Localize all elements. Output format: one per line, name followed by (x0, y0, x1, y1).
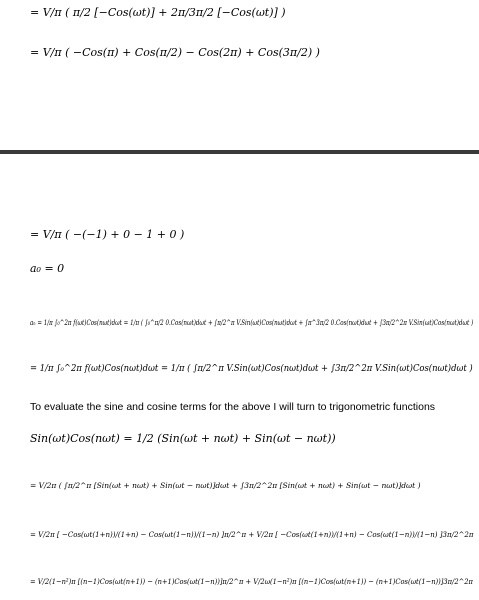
section-divider (0, 150, 479, 154)
equation-line-6: = 1/π ∫₀^2π f(ωt)Cos(nωt)dωt = 1/π ( ∫π/2^π V.Sin(ωt)Cos(nωt)dωt + ∫3π/2^2π V.Sin(ωt)Cos(nωt)dωt ) (30, 364, 473, 374)
equation-line-1: = V/π ( π/2 [−Cos(ωt)] + 2π/3π/2 [−Cos(ωt)] ) (30, 6, 286, 19)
equation-line-2: = V/π ( −Cos(π) + Cos(π/2) − Cos(2π) + Cos(3π/2) ) (30, 46, 320, 59)
equation-line-9: = V/2π [ −Cos(ωt(1+n))/(1+n) − Cos(ωt(1−n))/(1−n) ]π/2^π + V/2π [ −Cos(ωt(1+n))/(1+n) − Cos(ωt(1−n))/(1−n) ]3π/2^2π (30, 530, 474, 539)
equation-line-7: Sin(ωt)Cos(nωt) = 1/2 (Sin(ωt + nωt) + Sin(ωt − nωt)) (30, 432, 336, 445)
equation-line-4: a₀ = 0 (30, 262, 65, 275)
equation-line-10: = V/2(1−n²)π [(n−1)Cos(ωt(n+1)) − (n+1)Cos(ωt(1−n))]π/2^π + V/2ω(1−n²)π [(n−1)Cos(ωt(n+1)) − (n+1)Cos(ωt(1−n))]3π/2^2π (30, 577, 473, 586)
equation-line-5: aₙ = 1/π ∫₀^2π f(ωt)Cos(nωt)dωt = 1/π ( ∫₀^π/2 0.Cos(nωt)dωt + ∫π/2^π V.Sin(ωt)Cos(nωt)dωt + ∫π^3π/2 0.Cos(nωt)dωt + ∫3π/2^2π V.Sin(ωt)Cos(nωt)dωt ) (30, 318, 474, 327)
equation-line-8: = V/2π ( ∫π/2^π [Sin(ωt + nωt) + Sin(ωt − nωt)]dωt + ∫3π/2^2π [Sin(ωt + nωt) + Sin(ωt − nωt)]dωt ) (30, 481, 421, 490)
equation-line-3: = V/π ( −(−1) + 0 − 1 + 0 ) (30, 228, 185, 241)
body-text: To evaluate the sine and cosine terms for the above I will turn to trigonometric functions (30, 401, 436, 413)
